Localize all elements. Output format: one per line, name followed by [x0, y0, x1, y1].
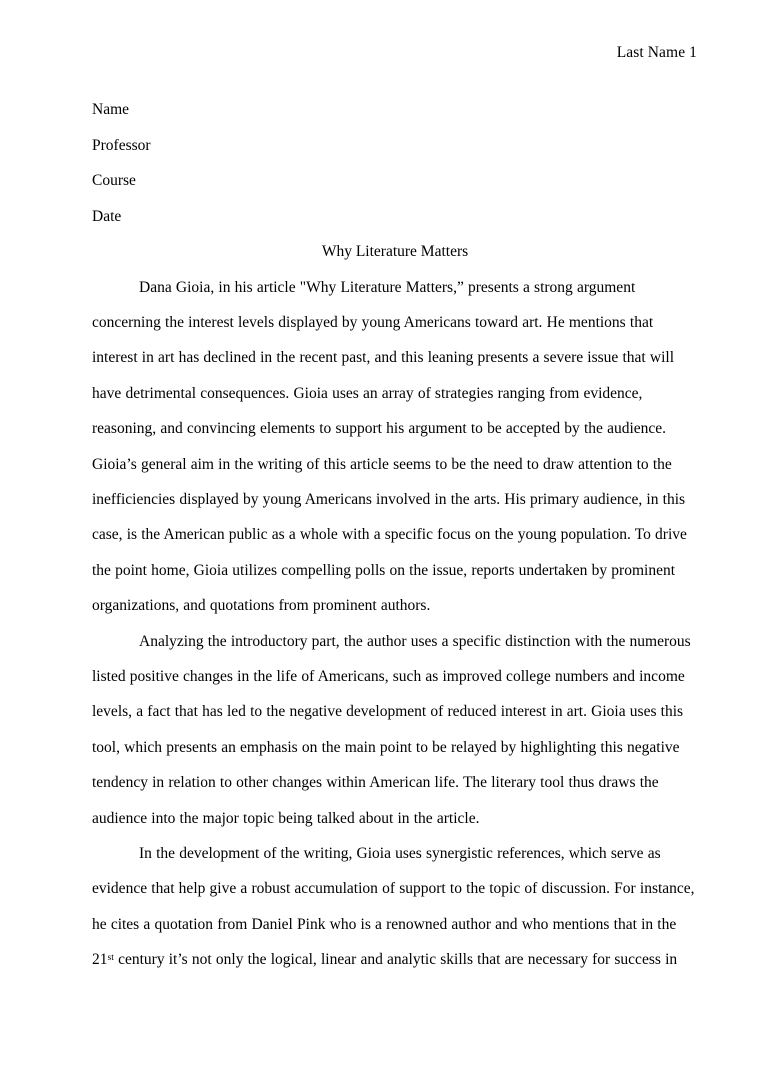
body-paragraph: Analyzing the introductory part, the author uses a specific distinction with the numerous listed positive changes in the life of Americans, such as improved college numbers and income levels, a fact that has led to the negative development of reduced interest in art. Gioia uses this tool, which presents an emphasis on the main point to be relayed by highlighting this negative tendency in relation to other changes within American life. The literary tool thus draws the audience into the major topic being talked about in the article. [92, 632, 691, 827]
heading-line-name: Name [92, 101, 130, 118]
heading-line-professor: Professor [92, 136, 151, 154]
ordinal-suffix: st [107, 952, 114, 964]
heading-line-course: Course [92, 172, 136, 189]
running-header: Last Name 1 [616, 44, 697, 61]
document-body [92, 92, 698, 978]
body-paragraph: Dana Gioia, in his article "Why Literature Matters,” presents a strong argument concerning the interest levels displayed by young Americans toward art. He mentions that interest in art has declined in the recent past, and this leaning presents a severe issue that will have detrimental consequences. Gioia uses an array of strategies ranging from evidence, reasoning, and convincing elements to support his argument to be accepted by the audience. Gioia’s general aim in the writing of this article seems to be the need to draw attention to the inefficiencies displayed by young Americans involved in the arts. His primary audience, in this case, is the American public as a whole with a specific focus on the young population. To drive the point home, Gioia utilizes compelling polls on the issue, reports undertaken by prominent organizations, and quotations from prominent authors. [92, 278, 687, 615]
mla-heading-block [92, 92, 698, 234]
heading-line-date: Date [92, 207, 122, 225]
body-paragraph: In the development of the writing, Gioia uses synergistic references, which serve as evidence that help give a robust accumulation of support to the topic of discussion. For instance, he cites a quotation from Daniel Pink who is a renowned author and who mentions that in the 21st century it’s not only the logical, linear and analytic skills that are necessary for success in [92, 845, 695, 969]
page-title: Why Literature Matters [321, 243, 469, 260]
